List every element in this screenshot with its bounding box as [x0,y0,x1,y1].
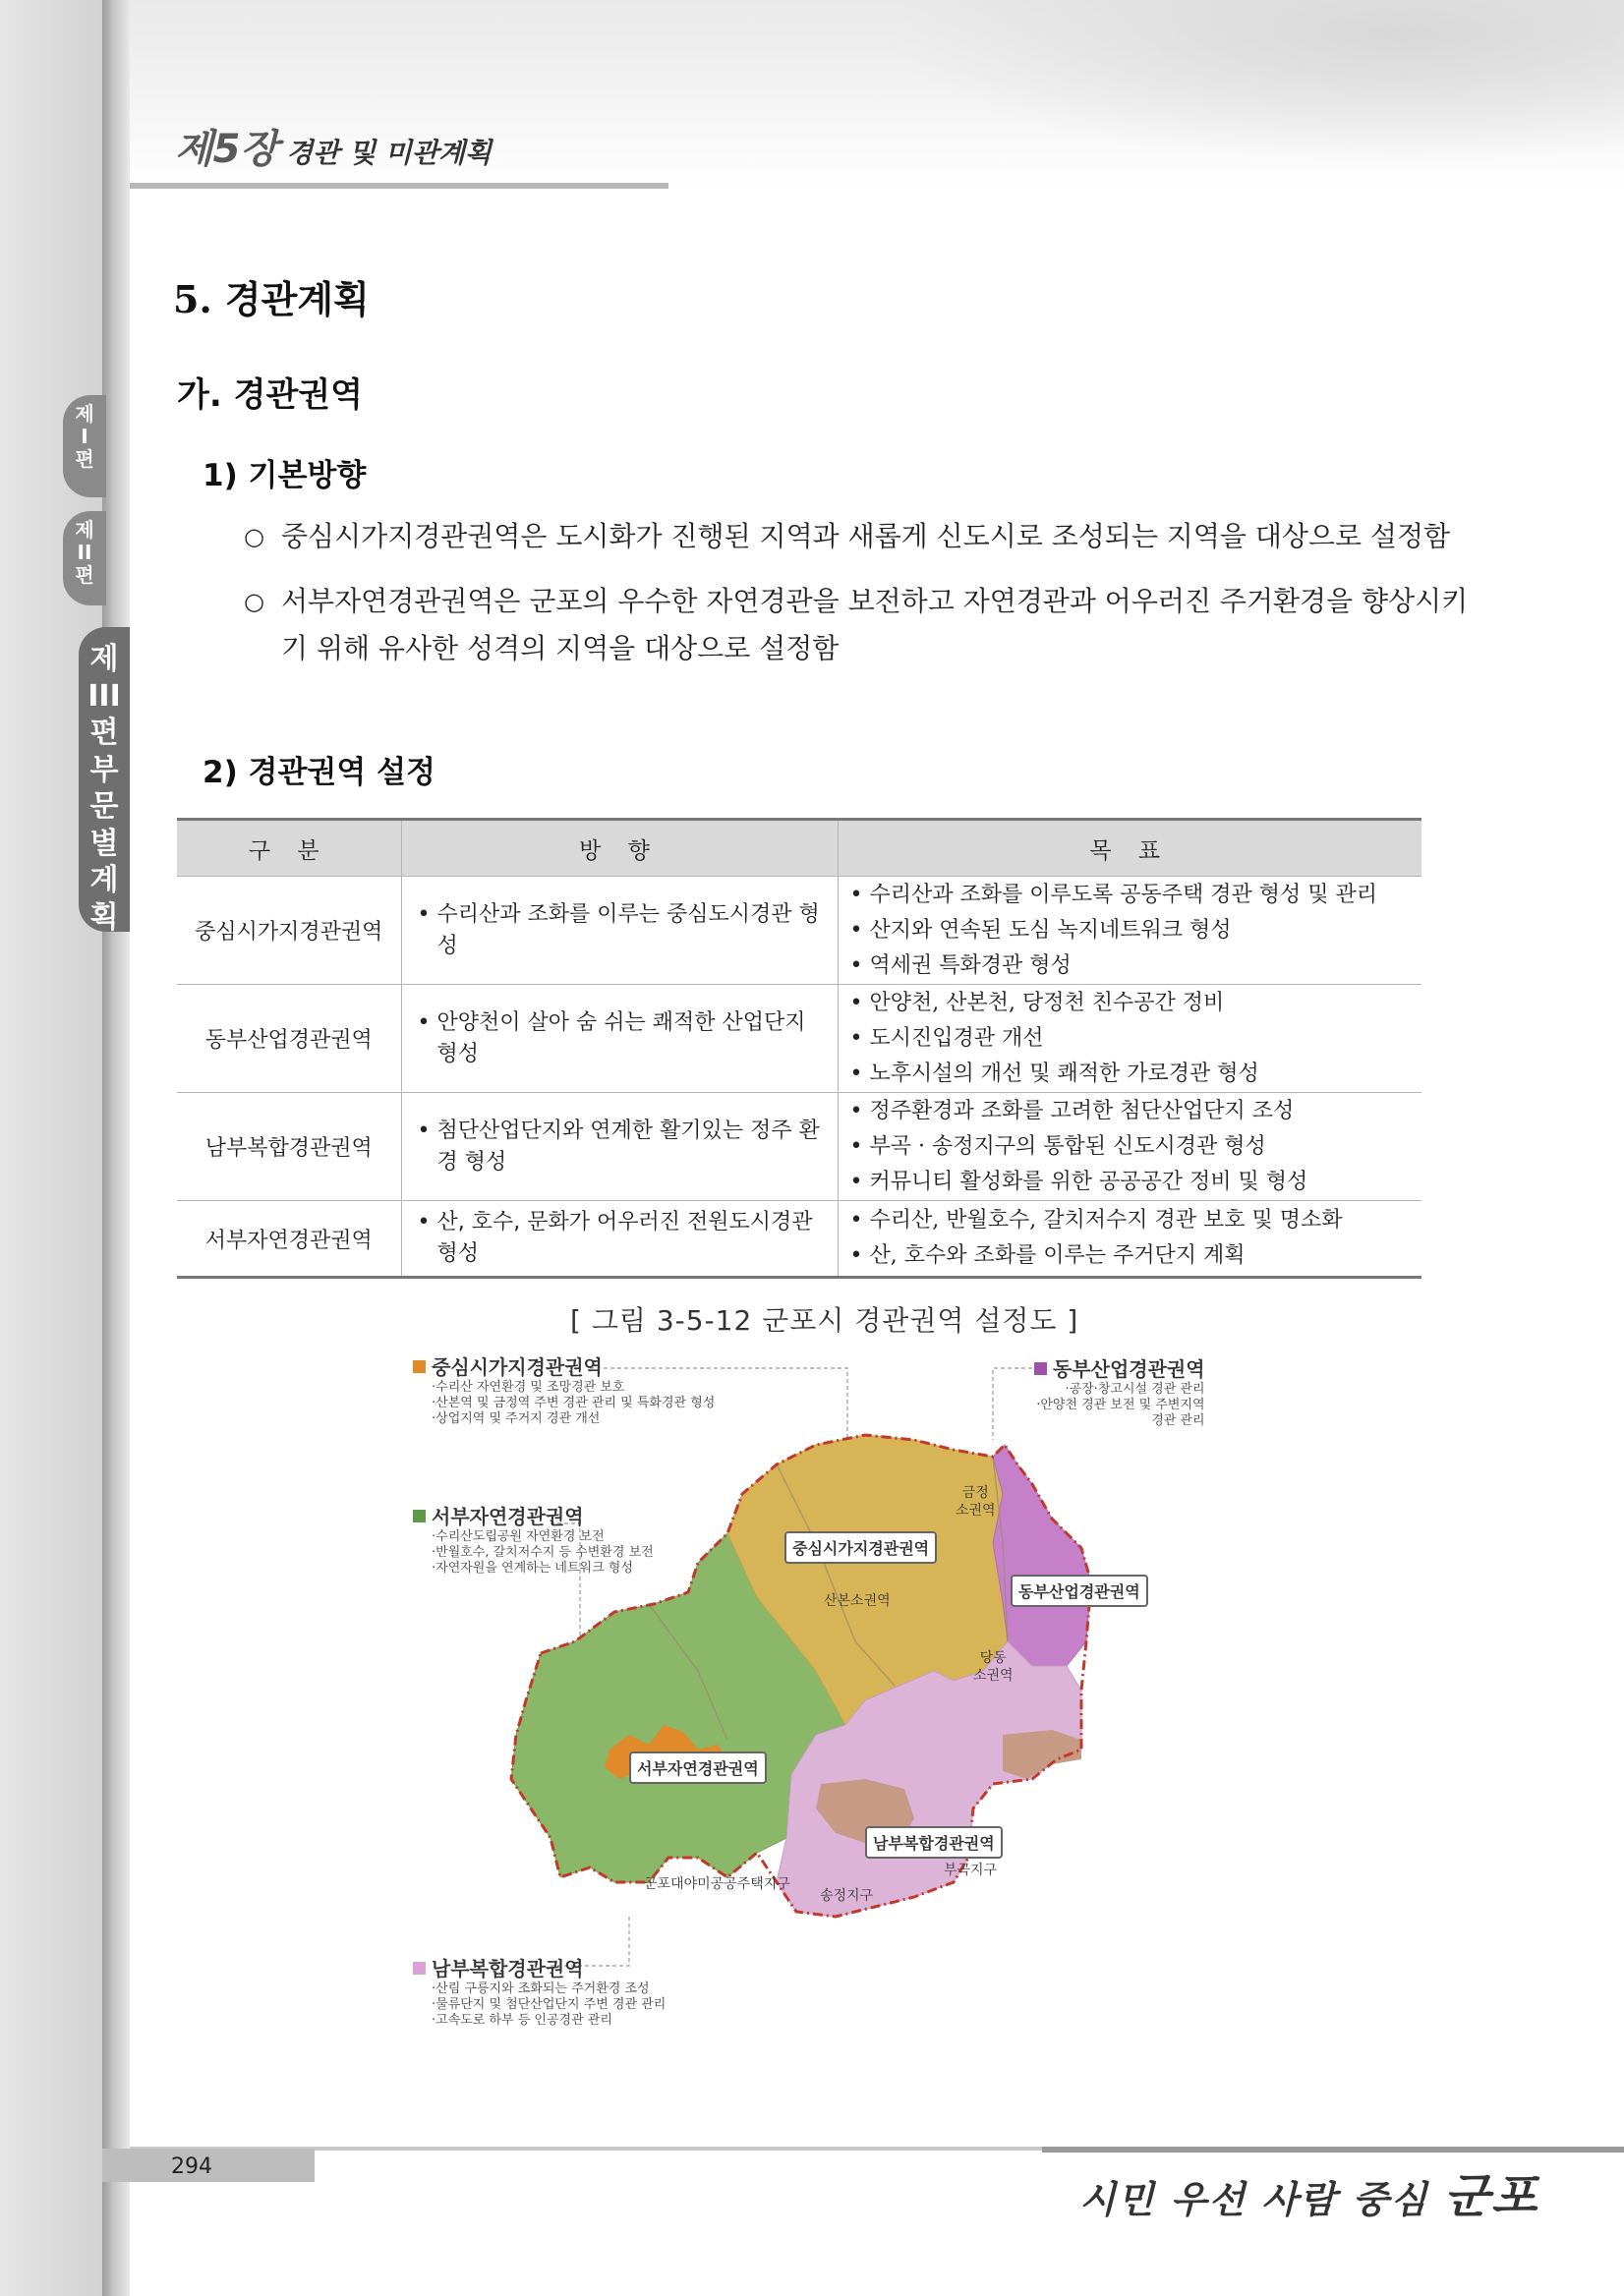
page-number: 294 [171,2154,212,2179]
legend-swatch-purple [1034,1362,1047,1375]
legend-line: ·물류단지 및 첨단산업단지 주변 경관 관리 [432,1997,667,2012]
footer-rule-right [1042,2147,1624,2152]
legend-line: ·수리산도립공원 자연환경 보전 [432,1529,605,1544]
goal-item: • 역세권 특화경관 형성 [850,948,1422,984]
goal-item: • 부곡 · 송정지구의 통합된 신도시경관 형성 [850,1129,1422,1165]
table-header-row [177,820,1421,877]
paragraph-text: 중심시가지경관권역은 도시화가 진행된 지역과 새롭게 신도시로 조성되는 지역을 대상으로 설정함 [281,520,1451,552]
area-cell: 남부복합경관권역 [177,1093,401,1201]
map-label-center: 중심시가지경관권역 [784,1531,937,1564]
legend-title: 동부산업경관권역 [1053,1357,1205,1381]
goal-cell [838,985,1421,1093]
goal-cell [838,1093,1421,1201]
legend-line: ·산림 구릉지와 조화되는 주거환경 조성 [432,1981,650,1996]
side-tab-label: 제 II 편 [75,518,94,587]
legend-title: 남부복합경관권역 [432,1957,584,1980]
legend-line: ·안양천 경관 보전 및 주변지역 [1036,1398,1205,1412]
slogan-text: 시민 우선 사람 중심 [1079,2177,1444,2221]
map-label-songjeong: 송정지구 [820,1888,874,1904]
zone-table [177,818,1421,1279]
goal-item: • 안양천, 산본천, 당정천 친수공간 정비 [850,986,1422,1021]
bullet-circle-icon: ○ [244,523,264,550]
area-cell: 중심시가지경관권역 [177,877,401,985]
bullet-circle-icon: ○ [244,588,264,615]
map-label-gunpo-dev: 군포대야미공공주택지구 [644,1876,790,1892]
legend-line: 경관 관리 [1151,1413,1205,1428]
table-row [177,1201,1421,1278]
side-tab-label: 제 III 편 부 문 별 계 획 [87,642,121,935]
goal-item: • 수리산, 반월호수, 갈치저수지 경관 보호 및 명소화 [850,1203,1422,1238]
goal-item: • 수리산과 조화를 이루도록 공동주택 경관 형성 및 관리 [850,878,1422,913]
map-label-east: 동부산업경관권역 [1011,1575,1148,1607]
slogan-city: 군포 [1443,2169,1539,2224]
side-tab-part-3[interactable] [79,627,130,935]
header-category: 구 분 [177,820,401,877]
direction-item: • 수리산과 조화를 이루는 중심도시경관 형성 [418,899,828,962]
direction-item: • 산, 호수, 문화가 어우러진 전원도시경관 형성 [418,1207,828,1270]
header-goal: 목 표 [838,820,1421,877]
figure-caption: [ 그림 3-5-12 군포시 경관권역 설정도 ] [570,1304,1079,1337]
direction-cell [401,877,838,985]
legend-title: 중심시가지경관권역 [432,1355,603,1379]
goal-item: • 산, 호수와 조화를 이루는 주거단지 계획 [850,1238,1422,1274]
goal-item: • 정주환경과 조화를 고려한 첨단산업단지 조성 [850,1094,1422,1129]
goal-item: • 도시진입경관 개선 [850,1021,1422,1057]
legend-east-zone [1034,1356,1205,1429]
header-cloud-image [885,0,1624,167]
legend-line: ·공장·창고시설 경관 관리 [1065,1382,1205,1397]
side-tab-part-1[interactable] [63,395,106,497]
legend-center-zone [413,1354,715,1427]
basic-direction-heading: 1) 기본방향 [203,458,367,493]
paragraph [244,578,1477,672]
chapter-title [175,118,492,174]
goal-cell [838,1201,1421,1278]
map-label-sanbon: 산본소권역 [824,1593,891,1609]
header-rule [130,183,668,189]
goal-cell [838,877,1421,985]
zone-map-figure [403,1347,1248,2039]
goal-item: • 산지와 연속된 도심 녹지네트워크 형성 [850,913,1422,948]
section-title: 5. 경관계획 [173,277,370,321]
table-row [177,1093,1421,1201]
direction-item: • 안양천이 살아 숨 쉬는 쾌적한 산업단지 형성 [418,1007,828,1070]
side-tab-label: 제 I 편 [75,402,94,471]
map-label-geumjeong: 금정 소권역 [956,1485,996,1519]
map-label-dangdong: 당동 소권역 [973,1650,1014,1684]
legend-line: ·수리산 자연환경 및 조망경관 보호 [432,1380,625,1395]
header-direction: 방 향 [401,820,838,877]
legend-swatch-orange [413,1360,426,1373]
side-tab-part-2[interactable] [63,511,106,605]
goal-item: • 커뮤니티 활성화를 위한 공공공간 정비 및 형성 [850,1165,1422,1200]
table-row [177,985,1421,1093]
legend-line: ·산본역 및 금정역 주변 경관 관리 및 특화경관 형성 [432,1396,716,1410]
legend-line: ·자연자원을 연계하는 네트워크 형성 [432,1561,633,1576]
paragraph-text: 서부자연경관권역은 군포의 우수한 자연경관을 보전하고 자연경관과 어우러진 주거환경을 향상시키기 위해 유사한 성격의 지역을 대상으로 설정함 [281,585,1469,664]
table-row [177,877,1421,985]
area-cell: 동부산업경관권역 [177,985,401,1093]
area-cell: 서부자연경관권역 [177,1201,401,1278]
map-label-bugok: 부곡지구 [944,1863,998,1878]
legend-south-zone [413,1956,666,2029]
chapter-number: 제5장 [175,127,279,172]
legend-line: ·상업지역 및 주거지 경관 개선 [432,1411,601,1426]
legend-swatch-pink [413,1962,426,1975]
chapter-name: 경관 및 미관계획 [286,137,492,169]
goal-item: • 노후시설의 개선 및 쾌적한 가로경관 형성 [850,1057,1422,1092]
zone-setting-heading: 2) 경관권역 설정 [203,755,435,790]
direction-cell [401,1093,838,1201]
map-label-west: 서부자연경관권역 [629,1751,767,1784]
map-label-south: 남부복합경관권역 [865,1826,1003,1859]
direction-item: • 첨단산업단지와 연계한 활기있는 정주 환경 형성 [418,1116,828,1178]
legend-title: 서부자연경관권역 [432,1505,584,1528]
footer-slogan [1079,2158,1538,2226]
legend-swatch-green [413,1510,426,1522]
direction-cell [401,985,838,1093]
legend-line: ·반월호수, 갈치저수지 등 수변환경 보전 [432,1545,654,1560]
legend-west-zone [413,1504,654,1577]
subsection-title: 가. 경관권역 [177,375,363,415]
zone-map-svg [403,1347,1248,2039]
left-margin-edge [102,0,130,2296]
direction-cell [401,1201,838,1278]
legend-line: ·고속도로 하부 등 인공경관 관리 [432,2013,612,2028]
paragraph [244,513,1477,560]
